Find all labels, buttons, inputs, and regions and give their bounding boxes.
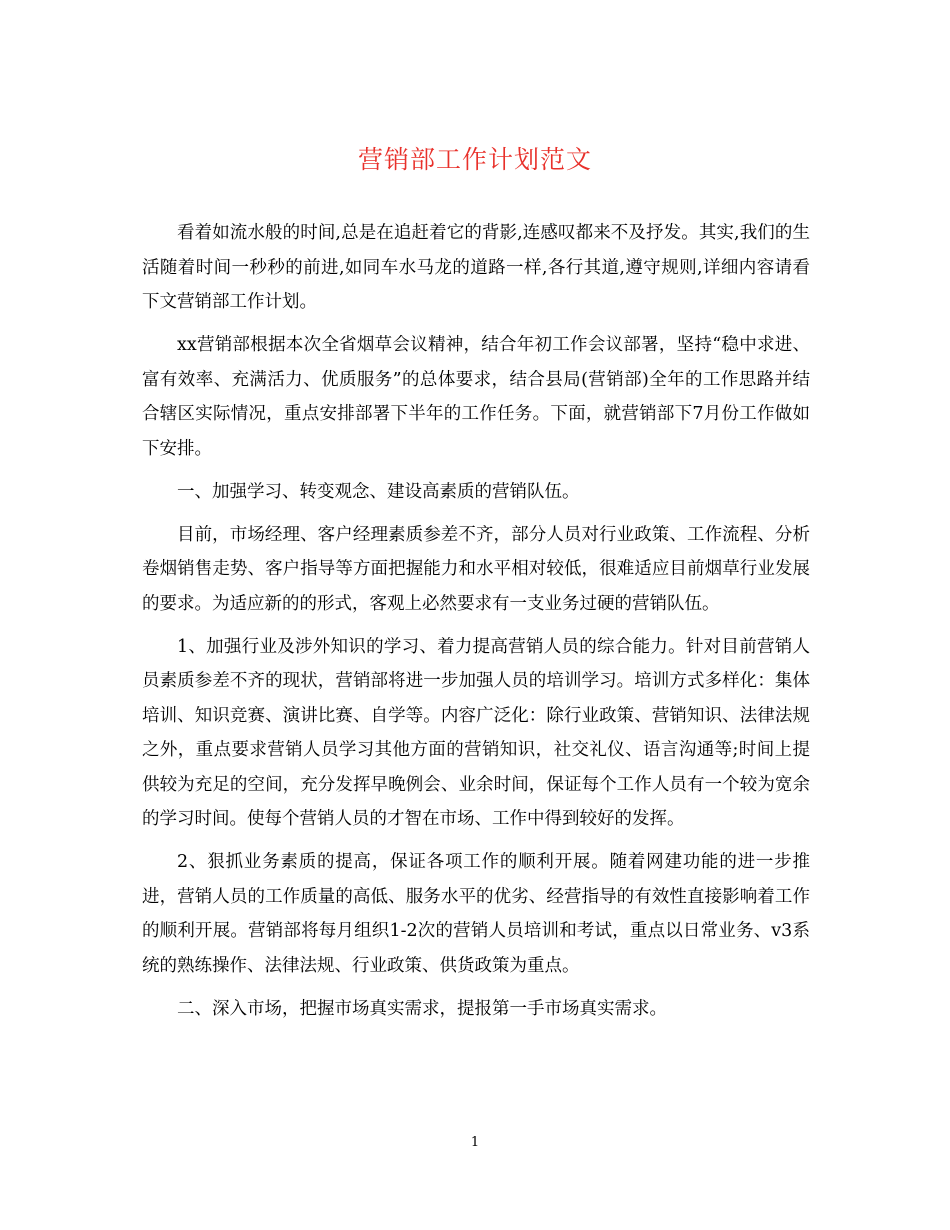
paragraph-intro: 看着如流水般的时间,总是在追赶着它的背影,连感叹都来不及抒发。其实,我们的生活随着时间一秒秒的前进,如同车水马龙的道路一样,各行其道,遵守规则,详细内容请看下文营销部工作计划。 bbox=[142, 223, 810, 312]
paragraph-item-1: 1、加强行业及涉外知识的学习、着力提高营销人员的综合能力。针对目前营销人员素质参差不齐的现状，营销部将进一步加强人员的培训学习。培训方式多样化：集体培训、知识竞赛、演讲比赛、自学等。内容广泛化：除行业政策、营销知识、法律法规之外，重点要求营销人员学习其他方面的营销知识，社交礼仪、语言沟通等;时间上提供较为充足的空间，充分发挥早晚例会、业余时间，保证每个工作人员有一个较为宽余的学习时间。使每个营销人员的才智在市场、工作中得到较好的发挥。 bbox=[142, 636, 810, 829]
paragraph-current-situation: 目前，市场经理、客户经理素质参差不齐，部分人员对行业政策、工作流程、分析卷烟销售走势、客户指导等方面把握能力和水平相对较低，很难适应目前烟草行业发展的要求。为适应新的的形式，客观上必然要求有一支业务过硬的营销队伍。 bbox=[142, 524, 810, 614]
section-heading-two: 二、深入市场，把握市场真实需求，提报第一手市场真实需求。 bbox=[177, 998, 667, 1019]
paragraph-item-2: 2、狠抓业务素质的提高，保证各项工作的顺利开展。随着网建功能的进一步推进，营销人员的工作质量的高低、服务水平的优劣、经营指导的有效性直接影响着工作的顺利开展。营销部将每月组织1-2次的营销人员培训和考试，重点以日常业务、v3系统的熟练操作、法律法规、行业政策、供货政策为重点。 bbox=[142, 852, 810, 976]
document-title: 营销部工作计划范文 bbox=[357, 145, 592, 174]
section-heading-one: 一、加强学习、转变观念、建设高素质的营销队伍。 bbox=[177, 481, 580, 502]
document-body bbox=[142, 216, 810, 1035]
paragraph-overview: xx营销部根据本次全省烟草会议精神，结合年初工作会议部署，坚持“稳中求进、富有效率、充满活力、优质服务”的总体要求，结合县局(营销部)全年的工作思路并结合辖区实际情况，重点安排部署下半年的工作任务。下面，就营销部下7月份工作做如下安排。 bbox=[142, 335, 810, 459]
page-number: 1 bbox=[470, 1135, 480, 1150]
